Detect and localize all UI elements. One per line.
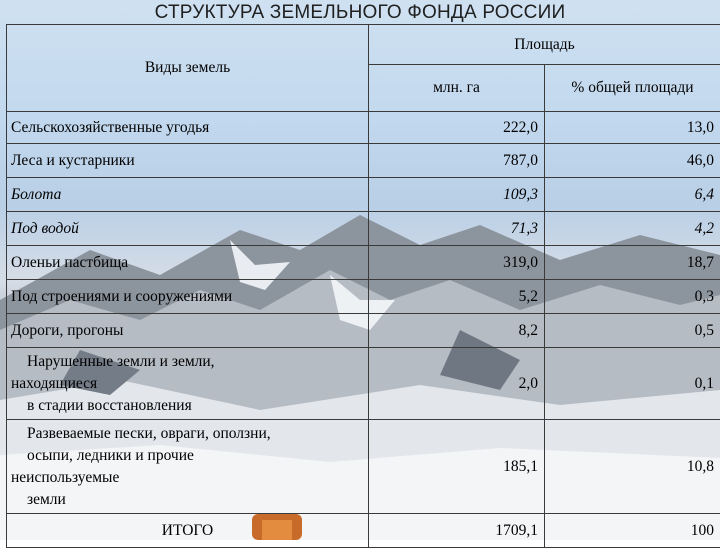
row-label: Оленьи пастбища [7, 246, 369, 280]
row-mha: 185,1 [369, 420, 545, 514]
row-pct: 0,1 [545, 348, 720, 420]
row-label: Под водой [7, 212, 369, 246]
row-label: Болота [7, 178, 369, 212]
row-mha: 5,2 [369, 280, 545, 314]
table-row [7, 212, 720, 246]
row-pct: 6,4 [545, 178, 720, 212]
kinds-header-label: Виды земель [145, 59, 230, 76]
row-label: Дороги, прогоны [7, 314, 369, 348]
row-pct: 0,5 [545, 314, 720, 348]
row-mha: 787,0 [369, 144, 545, 178]
row-label-line: в стадии восстановления [11, 395, 364, 417]
table-row [7, 144, 720, 178]
table-row [7, 348, 720, 420]
table-row [7, 178, 720, 212]
row-label-line: осыпи, ледники и прочие [11, 445, 364, 467]
row-pct: 10,8 [545, 420, 720, 514]
row-label: Леса и кустарники [7, 144, 369, 178]
row-label-multiline [7, 348, 369, 420]
row-mha: 222,0 [369, 112, 545, 144]
row-label-line: неиспользуемые [11, 467, 364, 489]
row-pct: 0,3 [545, 280, 720, 314]
table-row [7, 280, 720, 314]
row-label: Под строениями и сооружениями [7, 280, 369, 314]
row-pct: 18,7 [545, 246, 720, 280]
row-pct: 13,0 [545, 112, 720, 144]
total-mha: 1709,1 [369, 514, 545, 548]
kinds-header [7, 25, 369, 112]
total-pct: 100 [545, 514, 720, 548]
row-mha: 2,0 [369, 348, 545, 420]
mha-header: млн. га [369, 65, 545, 112]
table-row [7, 246, 720, 280]
row-label-line: Нарушенные земли и земли, [11, 351, 364, 373]
land-fund-table [6, 24, 720, 548]
row-pct: 4,2 [545, 212, 720, 246]
total-label: ИТОГО [7, 514, 369, 548]
row-label-line: Развеваемые пески, овраги, оползни, [11, 423, 364, 445]
row-pct: 46,0 [545, 144, 720, 178]
row-mha: 8,2 [369, 314, 545, 348]
table-row [7, 420, 720, 514]
row-label-multiline [7, 420, 369, 514]
row-label-line: земли [11, 489, 364, 511]
area-header: Площадь [369, 25, 720, 65]
total-row [7, 514, 720, 548]
row-label-line: находящиеся [11, 373, 364, 395]
row-label: Сельскохозяйственные угодья [7, 112, 369, 144]
row-mha: 319,0 [369, 246, 545, 280]
pct-header: % общей площади [545, 65, 720, 112]
page-title: СТРУКТУРА ЗЕМЕЛЬНОГО ФОНДА РОССИИ [0, 0, 720, 26]
row-mha: 71,3 [369, 212, 545, 246]
header-row-top [7, 25, 720, 65]
table-row [7, 314, 720, 348]
table-row [7, 112, 720, 144]
row-mha: 109,3 [369, 178, 545, 212]
